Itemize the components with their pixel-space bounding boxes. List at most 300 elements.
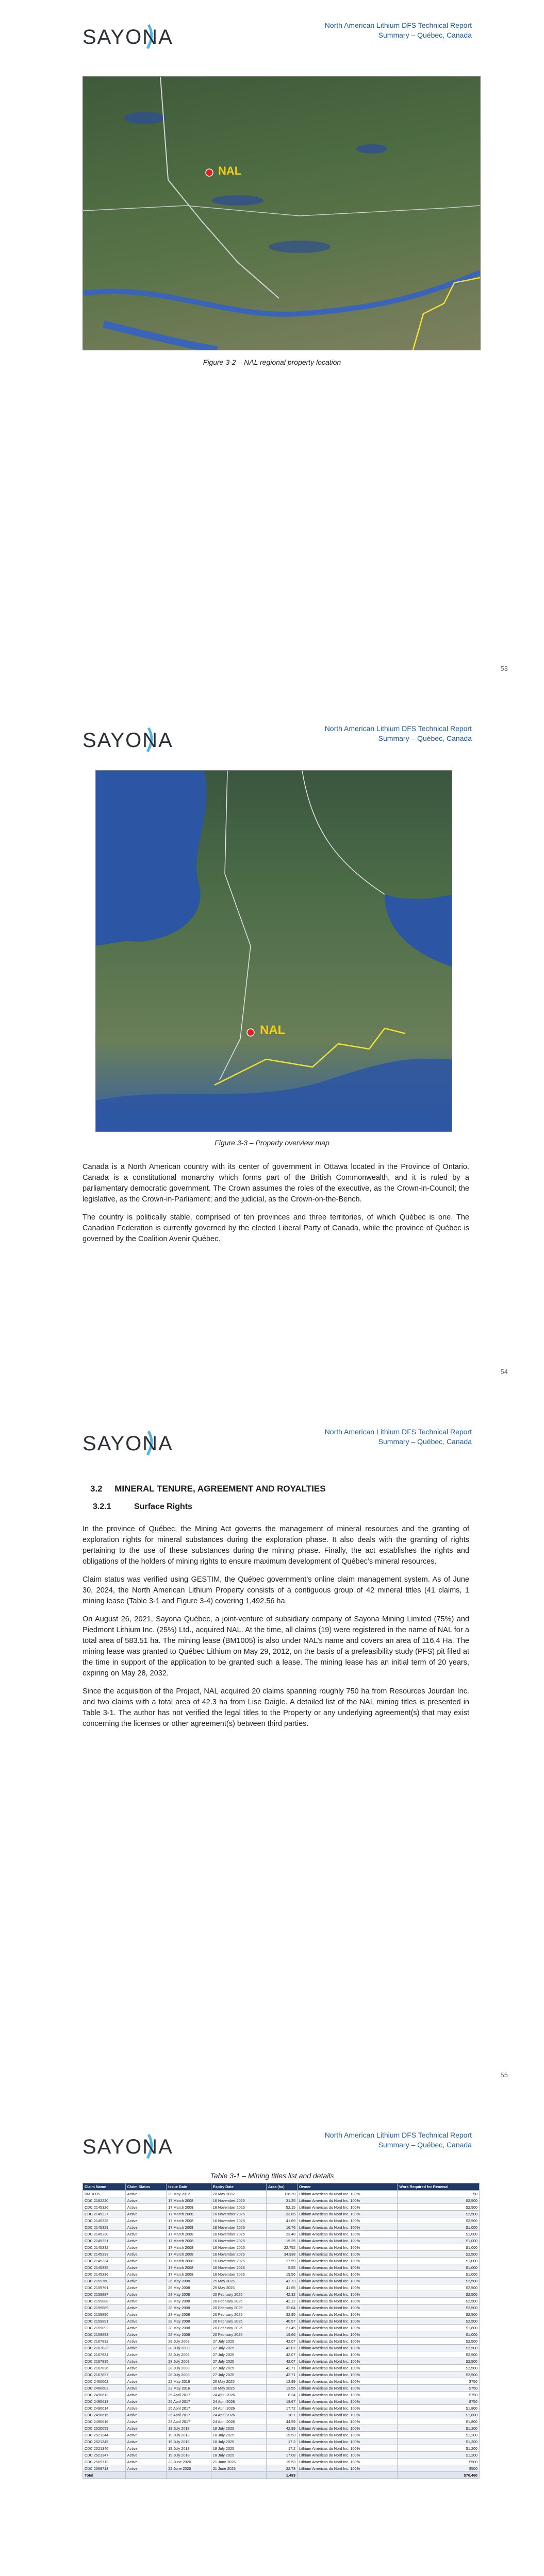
table-cell: 25 April 2017 xyxy=(167,2418,211,2425)
table-cell: 13.55 xyxy=(267,2385,298,2392)
table-row xyxy=(83,2298,480,2304)
property-overview-map xyxy=(95,770,452,1132)
table-cell: 20 February 2025 xyxy=(211,2325,266,2331)
table-cell: 28 May 2008 xyxy=(167,2291,211,2298)
table-cell: 16 November 2025 xyxy=(211,2251,266,2258)
table-cell: 28 July 2008 xyxy=(167,2358,211,2365)
table-cell: CDC 2490614 xyxy=(83,2405,126,2412)
table-cell: CDC 2145326 xyxy=(83,2204,126,2211)
table-cell: Active xyxy=(125,2412,167,2418)
table-row xyxy=(83,2204,480,2211)
table-cell: CDC 2159760 xyxy=(83,2278,126,2284)
table-cell: Lithium Americas du Nord Inc. 100% xyxy=(298,2197,398,2204)
table-row xyxy=(83,2438,480,2445)
table-cell: 27 July 2025 xyxy=(211,2338,266,2345)
table-cell: $1,000 xyxy=(398,2258,480,2264)
table-cell: 19 July 2018 xyxy=(167,2438,211,2445)
table-cell: CDC 2159892 xyxy=(83,2325,126,2331)
table-cell: 18 July 2025 xyxy=(211,2452,266,2459)
total-cell xyxy=(125,2472,167,2479)
table-cell: 19 July 2018 xyxy=(167,2452,211,2459)
table-row xyxy=(83,2224,480,2231)
table-cell: 20 May 2025 xyxy=(211,2378,266,2385)
table-cell: CDC 2490613 xyxy=(83,2398,126,2405)
mining-titles-table-wrapper xyxy=(83,2183,480,2479)
table-cell: Active xyxy=(125,2432,167,2438)
table-cell: $1,800 xyxy=(398,2405,480,2412)
total-cell xyxy=(298,2472,398,2479)
table-cell: CDC 2159887 xyxy=(83,2291,126,2298)
table-cell: 28 July 2008 xyxy=(167,2371,211,2378)
table-row xyxy=(83,2465,480,2472)
table-cell: Active xyxy=(125,2378,167,2385)
table-cell: $1,000 xyxy=(398,2231,480,2238)
header-subtitle: Summary – Québec, Canada xyxy=(378,734,472,742)
table-cell: Active xyxy=(125,2358,167,2365)
table-cell: 20 February 2025 xyxy=(211,2318,266,2325)
paragraph: Canada is a North American country with its center of government in Ottawa located in the Province of Ontario. Canada is a constitutional monarchy which forms part of the British Commonwealth, and it is ruled by a parliamentary democratic government. The Crown assumes the roles of the executive, as the Crown-in-Council; the legislative, as the Crown-in-Parliament; and the judicial, as the Crown-on-the-Bench. xyxy=(83,1163,469,1204)
report-header xyxy=(325,21,472,40)
table-row xyxy=(83,2412,480,2418)
table-header-row xyxy=(83,2183,480,2191)
table-cell: Lithium Americas du Nord Inc. 100% xyxy=(298,2204,398,2211)
table-cell: Lithium Americas du Nord Inc. 100% xyxy=(298,2311,398,2318)
table-cell: CDC 2145331 xyxy=(83,2238,126,2244)
regional-location-map xyxy=(83,76,481,350)
table-cell: 22 May 2016 xyxy=(167,2378,211,2385)
table-cell: 19 July 2018 xyxy=(167,2425,211,2432)
table-cell: 28 July 2008 xyxy=(167,2345,211,2351)
table-cell: 34.938 xyxy=(267,2251,298,2258)
table-cell: 40.57 xyxy=(267,2318,298,2325)
table-cell: CDC 2167834 xyxy=(83,2351,126,2358)
table-cell: 42.71 xyxy=(267,2371,298,2378)
table-cell: $2,500 xyxy=(398,2217,480,2224)
table-cell: 17 March 2008 xyxy=(167,2197,211,2204)
table-row xyxy=(83,2452,480,2459)
table-cell: CDC 2145332 xyxy=(83,2244,126,2251)
table-cell: Active xyxy=(125,2338,167,2345)
table-cell: 19.56 xyxy=(267,2271,298,2278)
table-cell: 28 May 2008 xyxy=(167,2318,211,2325)
table-cell: CDC 2490612 xyxy=(83,2392,126,2398)
report-header xyxy=(325,2130,472,2150)
table-cell: 17 March 2008 xyxy=(167,2204,211,2211)
page-54 xyxy=(0,703,544,1406)
table-cell: 19 July 2018 xyxy=(167,2432,211,2438)
table-cell: 17 March 2008 xyxy=(167,2244,211,2251)
table-cell: Active xyxy=(125,2405,167,2412)
header-title: North American Lithium DFS Technical Report xyxy=(324,21,472,29)
report-header xyxy=(325,724,472,743)
table-cell: 22 June 2020 xyxy=(167,2459,211,2465)
table-cell: Lithium Americas du Nord Inc. 100% xyxy=(298,2331,398,2338)
table-cell: 16.76 xyxy=(267,2224,298,2231)
table-cell: $2,500 xyxy=(398,2204,480,2211)
table-cell: 17.59 xyxy=(267,2258,298,2264)
table-row xyxy=(83,2459,480,2465)
table-cell: 42.07 xyxy=(267,2351,298,2358)
table-cell: 19.53 xyxy=(267,2459,298,2465)
table-cell: Active xyxy=(125,2425,167,2432)
table-cell: 28 July 2008 xyxy=(167,2351,211,2358)
table-cell: 20 February 2025 xyxy=(211,2298,266,2304)
table-cell: 23.48 xyxy=(267,2231,298,2238)
table-cell: CDC 2167836 xyxy=(83,2365,126,2371)
table-cell: 17 March 2008 xyxy=(167,2224,211,2231)
table-cell: Lithium Americas du Nord Inc. 100% xyxy=(298,2452,398,2459)
table-cell: 16 November 2025 xyxy=(211,2217,266,2224)
table-cell: CDC 2167833 xyxy=(83,2345,126,2351)
table-cell: 24 April 2026 xyxy=(211,2405,266,2412)
table-cell: $2,500 xyxy=(398,2358,480,2365)
page-number: 54 xyxy=(500,1368,508,1376)
table-cell: 24 April 2026 xyxy=(211,2412,266,2418)
body-text xyxy=(83,1162,469,1252)
table-cell: Lithium Americas du Nord Inc. 100% xyxy=(298,2217,398,2224)
logo-text: SAYONA xyxy=(83,1432,173,1455)
page-55 xyxy=(0,1406,544,2110)
table-cell: 41.73 xyxy=(267,2278,298,2284)
table-cell: 16 November 2025 xyxy=(211,2264,266,2271)
header-title: North American Lithium DFS Technical Report xyxy=(324,724,472,733)
table-cell: 20 February 2025 xyxy=(211,2331,266,2338)
table-row xyxy=(83,2211,480,2217)
table-cell: Lithium Americas du Nord Inc. 100% xyxy=(298,2251,398,2258)
table-cell: CDC 2521346 xyxy=(83,2445,126,2452)
total-cell: Total xyxy=(83,2472,126,2479)
table-cell: 31.25 xyxy=(267,2197,298,2204)
table-cell: 19.67 xyxy=(267,2398,298,2405)
table-cell: $0 xyxy=(398,2191,480,2197)
table-cell: 17 March 2008 xyxy=(167,2238,211,2244)
table-cell: 20 February 2025 xyxy=(211,2311,266,2318)
table-cell: $1,200 xyxy=(398,2452,480,2459)
table-cell: 27 July 2025 xyxy=(211,2345,266,2351)
column-header: Expiry Date xyxy=(211,2183,266,2191)
table-cell: 44.59 xyxy=(267,2418,298,2425)
table-cell: CDC 2159889 xyxy=(83,2304,126,2311)
table-cell: Lithium Americas du Nord Inc. 100% xyxy=(298,2392,398,2398)
header-title: North American Lithium DFS Technical Report xyxy=(324,2131,472,2139)
nal-map-label: NAL xyxy=(218,164,242,177)
table-cell: 28 May 2032 xyxy=(211,2191,266,2197)
table-cell: $2,500 xyxy=(398,2318,480,2325)
table-cell: Lithium Americas du Nord Inc. 100% xyxy=(298,2325,398,2331)
table-cell: Active xyxy=(125,2311,167,2318)
table-row xyxy=(83,2251,480,2258)
table-cell: Lithium Americas du Nord Inc. 100% xyxy=(298,2338,398,2345)
body-text xyxy=(83,1524,469,1737)
table-cell: 27 July 2025 xyxy=(211,2365,266,2371)
table-cell: Lithium Americas du Nord Inc. 100% xyxy=(298,2385,398,2392)
table-cell: 27 July 2025 xyxy=(211,2358,266,2365)
table-cell: 19 July 2018 xyxy=(167,2445,211,2452)
table-cell: Active xyxy=(125,2398,167,2405)
table-cell: 16 November 2025 xyxy=(211,2238,266,2244)
table-cell: $2,500 xyxy=(398,2278,480,2284)
table-cell: Lithium Americas du Nord Inc. 100% xyxy=(298,2271,398,2278)
table-cell: $2,500 xyxy=(398,2284,480,2291)
table-cell: Active xyxy=(125,2452,167,2459)
table-cell: CDC 2159890 xyxy=(83,2311,126,2318)
table-cell: Lithium Americas du Nord Inc. 100% xyxy=(298,2244,398,2251)
table-cell: 17 March 2008 xyxy=(167,2264,211,2271)
table-cell: 41.69 xyxy=(267,2217,298,2224)
table-cell: $2,500 xyxy=(398,2338,480,2345)
table-cell: 16 November 2025 xyxy=(211,2231,266,2238)
table-cell: CDC 2167835 xyxy=(83,2358,126,2365)
table-cell: 22.752 xyxy=(267,2244,298,2251)
total-cell xyxy=(211,2472,266,2479)
table-row xyxy=(83,2405,480,2412)
table-row xyxy=(83,2258,480,2264)
table-cell: 17 March 2008 xyxy=(167,2231,211,2238)
table-cell: $2,500 xyxy=(398,2345,480,2351)
table-row xyxy=(83,2392,480,2398)
table-cell: $2,500 xyxy=(398,2298,480,2304)
table-cell: 26 May 2008 xyxy=(167,2284,211,2291)
figure-caption: Figure 3-2 – NAL regional property location xyxy=(203,358,341,366)
table-cell: 17.2 xyxy=(267,2445,298,2452)
table-row xyxy=(83,2351,480,2358)
table-cell: 21.45 xyxy=(267,2325,298,2331)
table-cell: $1,000 xyxy=(398,2224,480,2231)
table-row xyxy=(83,2331,480,2338)
header-subtitle: Summary – Québec, Canada xyxy=(378,1437,472,1446)
table-cell: Active xyxy=(125,2351,167,2358)
table-cell: $750 xyxy=(398,2385,480,2392)
table-cell: 17.72 xyxy=(267,2405,298,2412)
table-cell: 17 March 2008 xyxy=(167,2271,211,2278)
table-row xyxy=(83,2425,480,2432)
table-row xyxy=(83,2271,480,2278)
table-cell: $2,500 xyxy=(398,2365,480,2371)
table-cell: 42.99 xyxy=(267,2425,298,2432)
regional-map-graphic xyxy=(83,77,480,350)
table-cell: 25 May 2025 xyxy=(211,2278,266,2284)
paragraph: Claim status was verified using GESTIM, the Québec government’s online claim management system. As of June 30, 2024, the North American Lithium Property consists of a contiguous group of 42 mineral titles (41 claims, 1 mining lease (Table 3-1 and Figure 3-4) covering 1,492.56 ha. xyxy=(83,1575,469,1605)
table-row xyxy=(83,2345,480,2351)
table-cell: Active xyxy=(125,2298,167,2304)
table-cell: 18.1 xyxy=(267,2412,298,2418)
table-cell: 8.24 xyxy=(267,2392,298,2398)
table-row xyxy=(83,2432,480,2438)
table-cell: 16 November 2025 xyxy=(211,2197,266,2204)
table-cell: Active xyxy=(125,2445,167,2452)
table-cell: 19.53 xyxy=(267,2432,298,2438)
table-row xyxy=(83,2197,480,2204)
table-cell: Active xyxy=(125,2211,167,2217)
header-subtitle: Summary – Québec, Canada xyxy=(378,31,472,39)
table-cell: Lithium Americas du Nord Inc. 100% xyxy=(298,2191,398,2197)
table-cell: 17 March 2008 xyxy=(167,2211,211,2217)
table-cell: 18 July 2025 xyxy=(211,2438,266,2445)
column-header: Claim Name xyxy=(83,2183,126,2191)
table-cell: 32.95 xyxy=(267,2311,298,2318)
table-cell: Lithium Americas du Nord Inc. 100% xyxy=(298,2231,398,2238)
table-cell: 20 February 2025 xyxy=(211,2291,266,2298)
table-cell: Active xyxy=(125,2325,167,2331)
table-cell: $750 xyxy=(398,2398,480,2405)
table-cell: Lithium Americas du Nord Inc. 100% xyxy=(298,2432,398,2438)
table-cell: 18 July 2025 xyxy=(211,2425,266,2432)
table-cell: $2,500 xyxy=(398,2351,480,2358)
table-cell: 42.07 xyxy=(267,2338,298,2345)
table-cell: CDC 2490615 xyxy=(83,2412,126,2418)
table-cell: $1,200 xyxy=(398,2432,480,2438)
table-cell: Active xyxy=(125,2197,167,2204)
table-cell: 12.99 xyxy=(267,2378,298,2385)
table-cell: Lithium Americas du Nord Inc. 100% xyxy=(298,2405,398,2412)
table-cell: Active xyxy=(125,2278,167,2284)
table-cell: Lithium Americas du Nord Inc. 100% xyxy=(298,2264,398,2271)
logo-text: SAYONA xyxy=(83,2136,173,2158)
mining-titles-table xyxy=(83,2183,480,2479)
table-cell: Lithium Americas du Nord Inc. 100% xyxy=(298,2284,398,2291)
table-cell: Lithium Americas du Nord Inc. 100% xyxy=(298,2278,398,2284)
table-cell: $1,200 xyxy=(398,2445,480,2452)
table-cell: Active xyxy=(125,2258,167,2264)
column-header: Claim Status xyxy=(125,2183,167,2191)
column-header: Issue Date xyxy=(167,2183,211,2191)
table-cell: Lithium Americas du Nord Inc. 100% xyxy=(298,2291,398,2298)
table-cell: CDC 2182220 xyxy=(83,2197,126,2204)
column-header: Area (ha) xyxy=(267,2183,298,2191)
table-cell: 42.71 xyxy=(267,2365,298,2371)
sayona-logo xyxy=(83,2131,173,2160)
table-cell: Active xyxy=(125,2244,167,2251)
table-cell: Lithium Americas du Nord Inc. 100% xyxy=(298,2238,398,2244)
table-cell: Lithium Americas du Nord Inc. 100% xyxy=(298,2358,398,2365)
table-cell: 24 April 2026 xyxy=(211,2418,266,2425)
logo-text: SAYONA xyxy=(83,26,173,48)
table-cell: $750 xyxy=(398,2392,480,2398)
table-cell: 25 April 2017 xyxy=(167,2392,211,2398)
table-cell: Active xyxy=(125,2459,167,2465)
table-cell: Active xyxy=(125,2231,167,2238)
table-cell: CDC 2167837 xyxy=(83,2371,126,2378)
table-cell: 22 June 2020 xyxy=(167,2465,211,2472)
table-cell: CDC 2521344 xyxy=(83,2432,126,2438)
table-cell: 27 July 2025 xyxy=(211,2371,266,2378)
table-cell: Lithium Americas du Nord Inc. 100% xyxy=(298,2298,398,2304)
header-title: North American Lithium DFS Technical Report xyxy=(324,1428,472,1436)
table-row xyxy=(83,2291,480,2298)
table-cell: $750 xyxy=(398,2378,480,2385)
table-cell: $1,800 xyxy=(398,2325,480,2331)
table-caption: Table 3-1 – Mining titles list and details xyxy=(210,2172,334,2180)
total-cell: $70,460 xyxy=(398,2472,480,2479)
paragraph: In the province of Québec, the Mining Act governs the management of mineral resources and the granting of exploration rights for mineral substances during the exploration phase. It also deals with the granting of rights pertaining to the use of these substances during the mining phase. Finally, the act establishes the rights and obligations of the holders of mining rights to ensure maximum development of Québec’s mineral resources. xyxy=(83,1525,469,1566)
table-cell: $2,500 xyxy=(398,2251,480,2258)
table-row xyxy=(83,2231,480,2238)
page-number: 55 xyxy=(500,2071,508,2079)
table-cell: 28 July 2008 xyxy=(167,2338,211,2345)
table-cell: Lithium Americas du Nord Inc. 100% xyxy=(298,2351,398,2358)
table-cell: 16 November 2025 xyxy=(211,2258,266,2264)
table-cell: $2,500 xyxy=(398,2291,480,2298)
table-cell: CDC 2145336 xyxy=(83,2271,126,2278)
table-cell: 28 May 2008 xyxy=(167,2325,211,2331)
table-cell: 42.07 xyxy=(267,2345,298,2351)
table-cell: Lithium Americas du Nord Inc. 100% xyxy=(298,2425,398,2432)
table-cell: 16 November 2025 xyxy=(211,2211,266,2217)
table-cell: Active xyxy=(125,2304,167,2311)
table-row xyxy=(83,2244,480,2251)
table-row xyxy=(83,2378,480,2385)
table-row xyxy=(83,2238,480,2244)
table-cell: 5.55 xyxy=(267,2264,298,2271)
table-cell: 25 April 2017 xyxy=(167,2405,211,2412)
table-cell: $1,000 xyxy=(398,2244,480,2251)
table-cell: 116.39 xyxy=(267,2191,298,2197)
header-subtitle: Summary – Québec, Canada xyxy=(378,2141,472,2149)
table-cell: 28 May 2008 xyxy=(167,2311,211,2318)
table-row xyxy=(83,2445,480,2452)
table-cell: 18 July 2025 xyxy=(211,2445,266,2452)
table-cell: Lithium Americas du Nord Inc. 100% xyxy=(298,2378,398,2385)
table-cell: Active xyxy=(125,2392,167,2398)
paragraph: The country is politically stable, comprised of ten provinces and three territories, of which Québec is one. The Canadian Federation is currently governed by the elected Liberal Party of Canada, while the province of Québec is governed by the Coalition Avenir Québec. xyxy=(83,1213,469,1243)
table-cell: $1,000 xyxy=(398,2264,480,2271)
table-cell: $2,500 xyxy=(398,2211,480,2217)
table-cell: 24 April 2026 xyxy=(211,2392,266,2398)
table-cell: CDC 2521345 xyxy=(83,2438,126,2445)
table-cell: 16 November 2025 xyxy=(211,2224,266,2231)
table-cell: 18 July 2025 xyxy=(211,2432,266,2438)
table-cell: $1,000 xyxy=(398,2238,480,2244)
table-cell: 32.64 xyxy=(267,2304,298,2311)
table-cell: Active xyxy=(125,2264,167,2271)
section-heading: 3.2 MINERAL TENURE, AGREEMENT AND ROYALTIES xyxy=(90,1484,326,1494)
table-cell: CDC 2145335 xyxy=(83,2264,126,2271)
table-row xyxy=(83,2398,480,2405)
overview-map-graphic xyxy=(96,771,452,1131)
table-cell: Active xyxy=(125,2438,167,2445)
table-cell: 33.85 xyxy=(267,2211,298,2217)
figure-caption: Figure 3-3 – Property overview map xyxy=(215,1139,329,1147)
table-row xyxy=(83,2217,480,2224)
table-cell: Active xyxy=(125,2371,167,2378)
table-row xyxy=(83,2264,480,2271)
table-cell: CDC 2145334 xyxy=(83,2258,126,2264)
table-cell: 26 May 2008 xyxy=(167,2278,211,2284)
table-cell: 21 June 2025 xyxy=(211,2465,266,2472)
table-cell: CDC 2159891 xyxy=(83,2318,126,2325)
table-cell: Lithium Americas du Nord Inc. 100% xyxy=(298,2318,398,2325)
table-row xyxy=(83,2304,480,2311)
table-cell: Lithium Americas du Nord Inc. 100% xyxy=(298,2224,398,2231)
table-cell: 17 March 2008 xyxy=(167,2217,211,2224)
table-row xyxy=(83,2284,480,2291)
table-cell: Lithium Americas du Nord Inc. 100% xyxy=(298,2345,398,2351)
table-cell: 16 November 2025 xyxy=(211,2244,266,2251)
table-cell: BM 1005 xyxy=(83,2191,126,2197)
table-cell: 25 April 2017 xyxy=(167,2398,211,2405)
table-cell: Lithium Americas du Nord Inc. 100% xyxy=(298,2418,398,2425)
table-cell: Active xyxy=(125,2238,167,2244)
table-cell: 24 April 2026 xyxy=(211,2398,266,2405)
table-total-row xyxy=(83,2472,480,2479)
sayona-logo xyxy=(83,725,173,754)
table-cell: CDC 2145330 xyxy=(83,2231,126,2238)
table-cell: 22.78 xyxy=(267,2465,298,2472)
table-cell: 28 July 2008 xyxy=(167,2365,211,2371)
table-cell: $1,800 xyxy=(398,2418,480,2425)
table-cell: CDC 2569712 xyxy=(83,2459,126,2465)
table-cell: Active xyxy=(125,2251,167,2258)
